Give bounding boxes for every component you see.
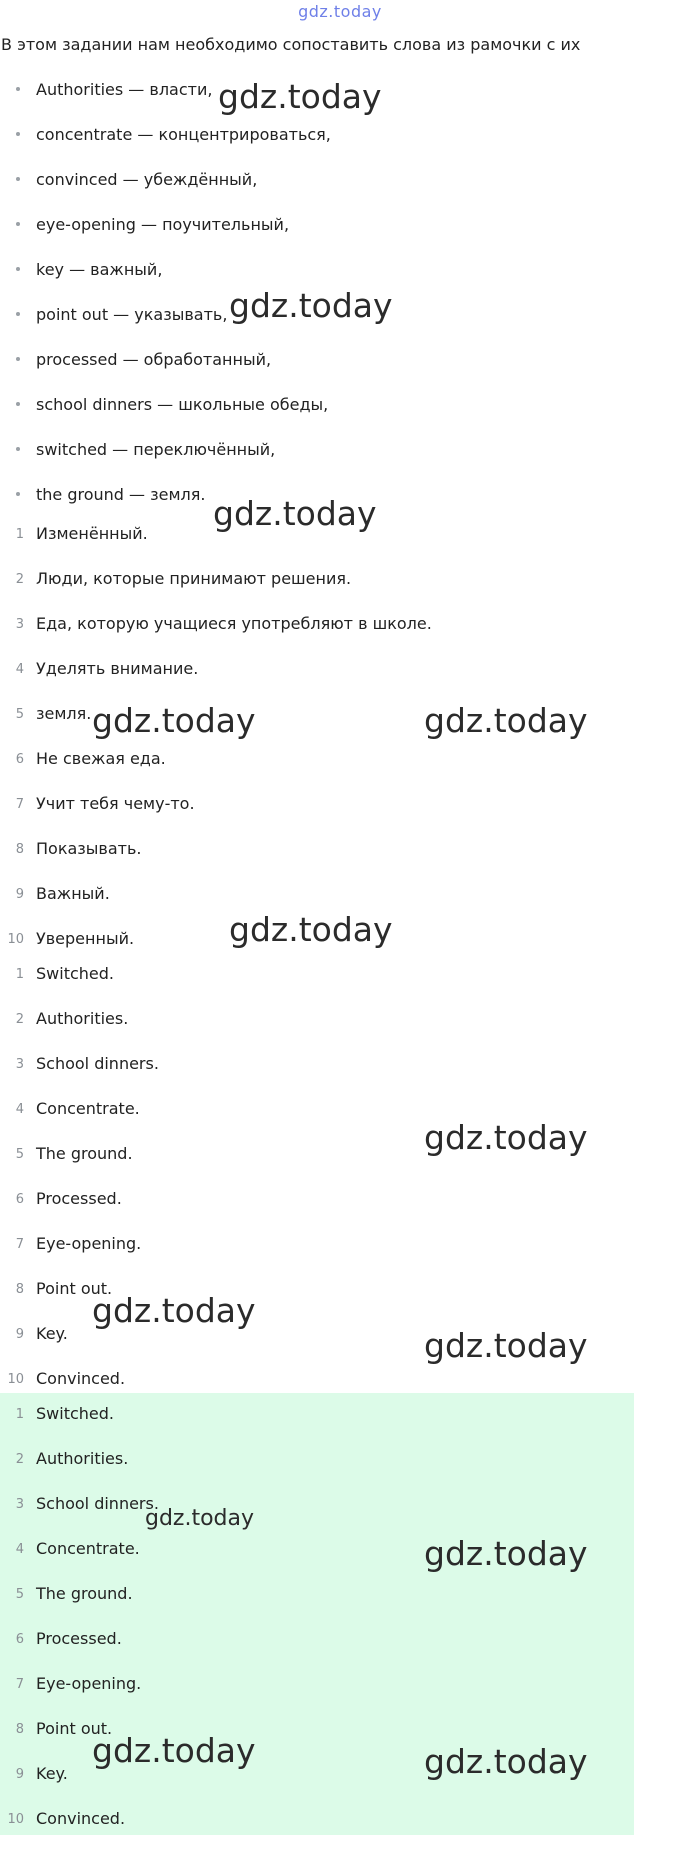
watermark: gdz.today bbox=[424, 701, 588, 740]
item-number: 2 bbox=[15, 1452, 24, 1467]
bullet-icon bbox=[16, 267, 20, 271]
definition-text: Важный. bbox=[36, 884, 110, 903]
item-number: 5 bbox=[15, 1587, 24, 1602]
bullet-icon bbox=[16, 87, 20, 91]
definition-text: Показывать. bbox=[36, 839, 142, 858]
watermark: gdz.today bbox=[92, 1731, 256, 1770]
item-number: 9 bbox=[15, 1767, 24, 1782]
item-number: 9 bbox=[15, 1327, 24, 1342]
watermark: gdz.today bbox=[424, 1534, 588, 1573]
match-text: School dinners. bbox=[36, 1054, 159, 1073]
answer-text: School dinners. bbox=[36, 1494, 159, 1513]
bullet-icon bbox=[16, 357, 20, 361]
item-number: 1 bbox=[15, 1407, 24, 1422]
item-number: 7 bbox=[15, 1237, 24, 1252]
task-intro: В этом задании нам необходимо сопоставить слова из рамочки с их bbox=[1, 35, 581, 54]
bullet-icon bbox=[16, 222, 20, 226]
glossary-entry: Authorities — власти, bbox=[36, 80, 213, 99]
definition-text: Люди, которые принимают решения. bbox=[36, 569, 352, 588]
item-number: 8 bbox=[15, 1722, 24, 1737]
watermark: gdz.today bbox=[424, 1326, 588, 1365]
watermark: gdz.today bbox=[145, 1506, 255, 1531]
glossary-entry: convinced — убеждённый, bbox=[36, 170, 258, 189]
item-number: 3 bbox=[15, 1497, 24, 1512]
item-number: 9 bbox=[15, 887, 24, 902]
item-number: 6 bbox=[15, 1192, 24, 1207]
glossary-entry: key — важный, bbox=[36, 260, 163, 279]
watermark: gdz.today bbox=[92, 701, 256, 740]
answer-text: Concentrate. bbox=[36, 1539, 140, 1558]
bullet-icon bbox=[16, 492, 20, 496]
match-text: The ground. bbox=[36, 1144, 133, 1163]
bullet-icon bbox=[16, 447, 20, 451]
glossary-entry: processed — обработанный, bbox=[36, 350, 272, 369]
item-number: 4 bbox=[15, 1102, 24, 1117]
bullet-icon bbox=[16, 132, 20, 136]
watermark: gdz.today bbox=[424, 1118, 588, 1157]
item-number: 10 bbox=[7, 1372, 24, 1387]
glossary-entry: point out — указывать, bbox=[36, 305, 228, 324]
match-text: Eye-opening. bbox=[36, 1234, 142, 1253]
glossary-entry: eye-opening — поучительный, bbox=[36, 215, 290, 234]
definition-text: земля. bbox=[36, 704, 92, 723]
definition-text: Не свежая еда. bbox=[36, 749, 166, 768]
answer-text: Authorities. bbox=[36, 1449, 129, 1468]
item-number: 8 bbox=[15, 842, 24, 857]
definition-text: Уделять внимание. bbox=[36, 659, 199, 678]
item-number: 5 bbox=[15, 707, 24, 722]
match-text: Switched. bbox=[36, 964, 114, 983]
item-number: 1 bbox=[15, 967, 24, 982]
item-number: 4 bbox=[15, 1542, 24, 1557]
match-text: Convinced. bbox=[36, 1369, 126, 1388]
glossary-entry: school dinners — школьные обеды, bbox=[36, 395, 329, 414]
answer-text: Switched. bbox=[36, 1404, 114, 1423]
answer-text: Key. bbox=[36, 1764, 68, 1783]
match-text: Concentrate. bbox=[36, 1099, 140, 1118]
match-text: Processed. bbox=[36, 1189, 122, 1208]
item-number: 6 bbox=[15, 1632, 24, 1647]
watermark: gdz.today bbox=[218, 77, 382, 116]
watermark: gdz.today bbox=[424, 1742, 588, 1781]
definition-text: Еда, которую учащиеся употребляют в школе. bbox=[36, 614, 432, 633]
watermark: gdz.today bbox=[92, 1291, 256, 1330]
item-number: 2 bbox=[15, 572, 24, 587]
answer-text: Eye-opening. bbox=[36, 1674, 142, 1693]
definition-text: Изменённый. bbox=[36, 524, 148, 543]
item-number: 4 bbox=[15, 662, 24, 677]
glossary-entry: switched — переключённый, bbox=[36, 440, 276, 459]
item-number: 8 bbox=[15, 1282, 24, 1297]
match-text: Authorities. bbox=[36, 1009, 129, 1028]
site-logo[interactable]: gdz.today bbox=[298, 2, 382, 21]
glossary-entry: the ground — земля. bbox=[36, 485, 206, 504]
answer-text: Point out. bbox=[36, 1719, 113, 1738]
match-text: Point out. bbox=[36, 1279, 113, 1298]
answer-text: Processed. bbox=[36, 1629, 122, 1648]
item-number: 3 bbox=[15, 1057, 24, 1072]
bullet-icon bbox=[16, 312, 20, 316]
item-number: 6 bbox=[15, 752, 24, 767]
item-number: 1 bbox=[15, 527, 24, 542]
item-number: 3 bbox=[15, 617, 24, 632]
item-number: 7 bbox=[15, 1677, 24, 1692]
watermark: gdz.today bbox=[213, 494, 377, 533]
glossary-entry: concentrate — концентрироваться, bbox=[36, 125, 331, 144]
answer-text: The ground. bbox=[36, 1584, 133, 1603]
definition-text: Учит тебя чему-то. bbox=[36, 794, 195, 813]
item-number: 5 bbox=[15, 1147, 24, 1162]
answer-text: Convinced. bbox=[36, 1809, 126, 1828]
item-number: 10 bbox=[7, 932, 24, 947]
match-text: Key. bbox=[36, 1324, 68, 1343]
bullet-icon bbox=[16, 177, 20, 181]
bullet-icon bbox=[16, 402, 20, 406]
watermark: gdz.today bbox=[229, 286, 393, 325]
definition-text: Уверенный. bbox=[36, 929, 135, 948]
item-number: 10 bbox=[7, 1812, 24, 1827]
item-number: 7 bbox=[15, 797, 24, 812]
watermark: gdz.today bbox=[229, 910, 393, 949]
item-number: 2 bbox=[15, 1012, 24, 1027]
